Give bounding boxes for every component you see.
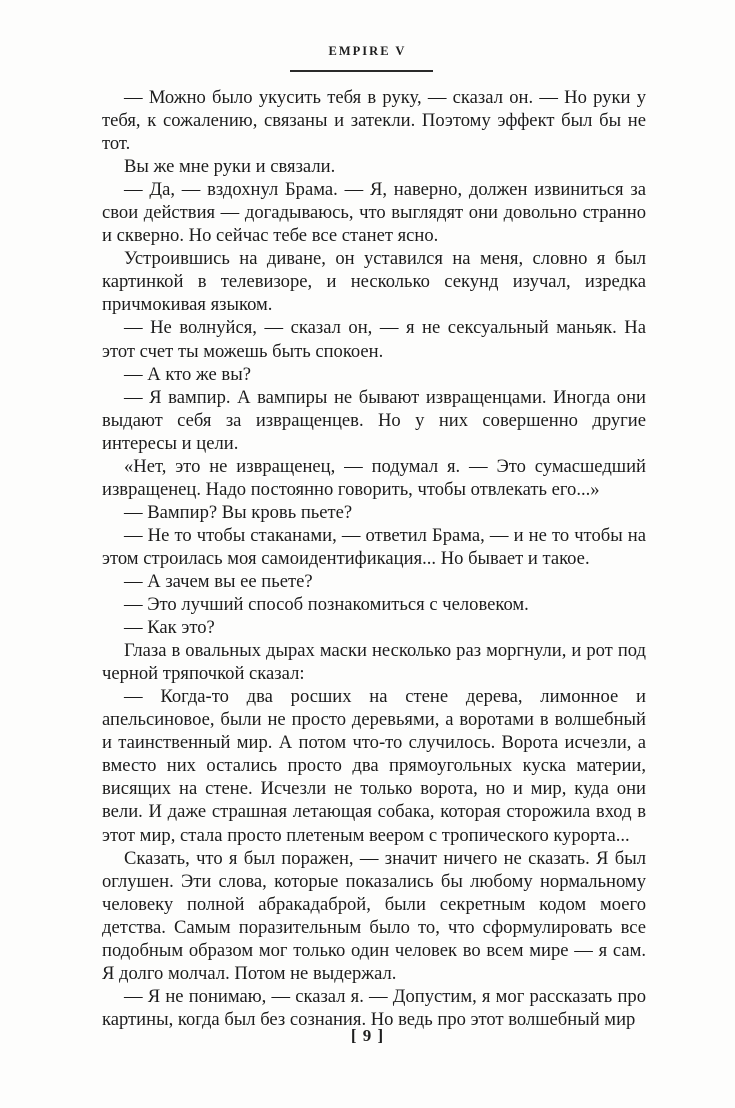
paragraph: Сказать, что я был поражен, — значит ничего не сказать. Я был оглушен. Эти слова, которые показались бы любому нормальному человеку полной абракадаброй, были секретным кодом моего детства. Самым поразительным было то, что сформулировать все подобным образом мог только один человек во всем мире — я сам. Я долго молчал. Потом не выдержал.	[102, 847, 646, 984]
paragraph: — А зачем вы ее пьете?	[124, 570, 313, 592]
page-number: [ 9 ]	[350, 1026, 385, 1045]
paragraph: — Я вампир. А вампиры не бывают извращенцами. Иногда они выдают себя за извращенцев. Но у них совершенно другие интересы и цели.	[102, 386, 646, 454]
paragraph: Устроившись на диване, он уставился на меня, словно я был картинкой в телевизоре, и несколько секунд изучал, изредка причмокивая языком.	[102, 248, 646, 316]
paragraph: — Не волнуйся, — сказал он, — я не сексуальный маньяк. На этот счет ты можешь быть спокоен.	[102, 317, 646, 362]
paragraph: — Как это?	[124, 617, 215, 639]
paragraph: — Можно было укусить тебя в руку, — сказал он. — Но руки у тебя, к сожалению, связаны и затекли. Поэтому эффект был бы не тот.	[102, 87, 646, 155]
body-text	[102, 86, 646, 1031]
paragraph: — Когда-то два росших на стене дерева, лимонное и апельсиновое, были не просто деревьями, а воротами в волшебный и таинственный мир. А потом что-то случилось. Ворота исчезли, а вместо них остались просто два прямоугольных куска материи, висящих на стене. Исчезли не только ворота, но и мир, куда они вели. И даже страшная летающая собака, которая сторожила вход в этот мир, стала просто плетеным веером с тропического курорта...	[102, 686, 646, 846]
running-head: EMPIRE V	[328, 44, 407, 58]
paragraph: Вы же мне руки и связали.	[124, 156, 336, 178]
paragraph: — Я не понимаю, — сказал я. — Допустим, я мог рассказать про картины, когда был без сознания. Но ведь про этот волшебный мир	[102, 985, 646, 1030]
paragraph: Глаза в овальных дырах маски несколько раз моргнули, и рот под черной тряпочкой сказал:	[102, 640, 646, 685]
paragraph: — А кто же вы?	[124, 363, 251, 385]
paragraph: «Нет, это не извращенец, — подумал я. — Это сумасшедший извращенец. Надо постоянно говорить, чтобы отвлекать его...»	[102, 455, 646, 500]
paragraph: — Это лучший способ познакомиться с человеком.	[124, 594, 529, 616]
paragraph: — Вампир? Вы кровь пьете?	[124, 501, 353, 523]
paragraph: — Не то чтобы стаканами, — ответил Брама, — и не то чтобы на этом строилась моя самоидентификация... Но бывает и такое.	[102, 524, 646, 569]
header-rule	[290, 70, 433, 72]
paragraph: — Да, — вздохнул Брама. — Я, наверно, должен извиниться за свои действия — догадываюсь, что выглядят они довольно странно и скверно. Но сейчас тебе все станет ясно.	[102, 179, 646, 247]
